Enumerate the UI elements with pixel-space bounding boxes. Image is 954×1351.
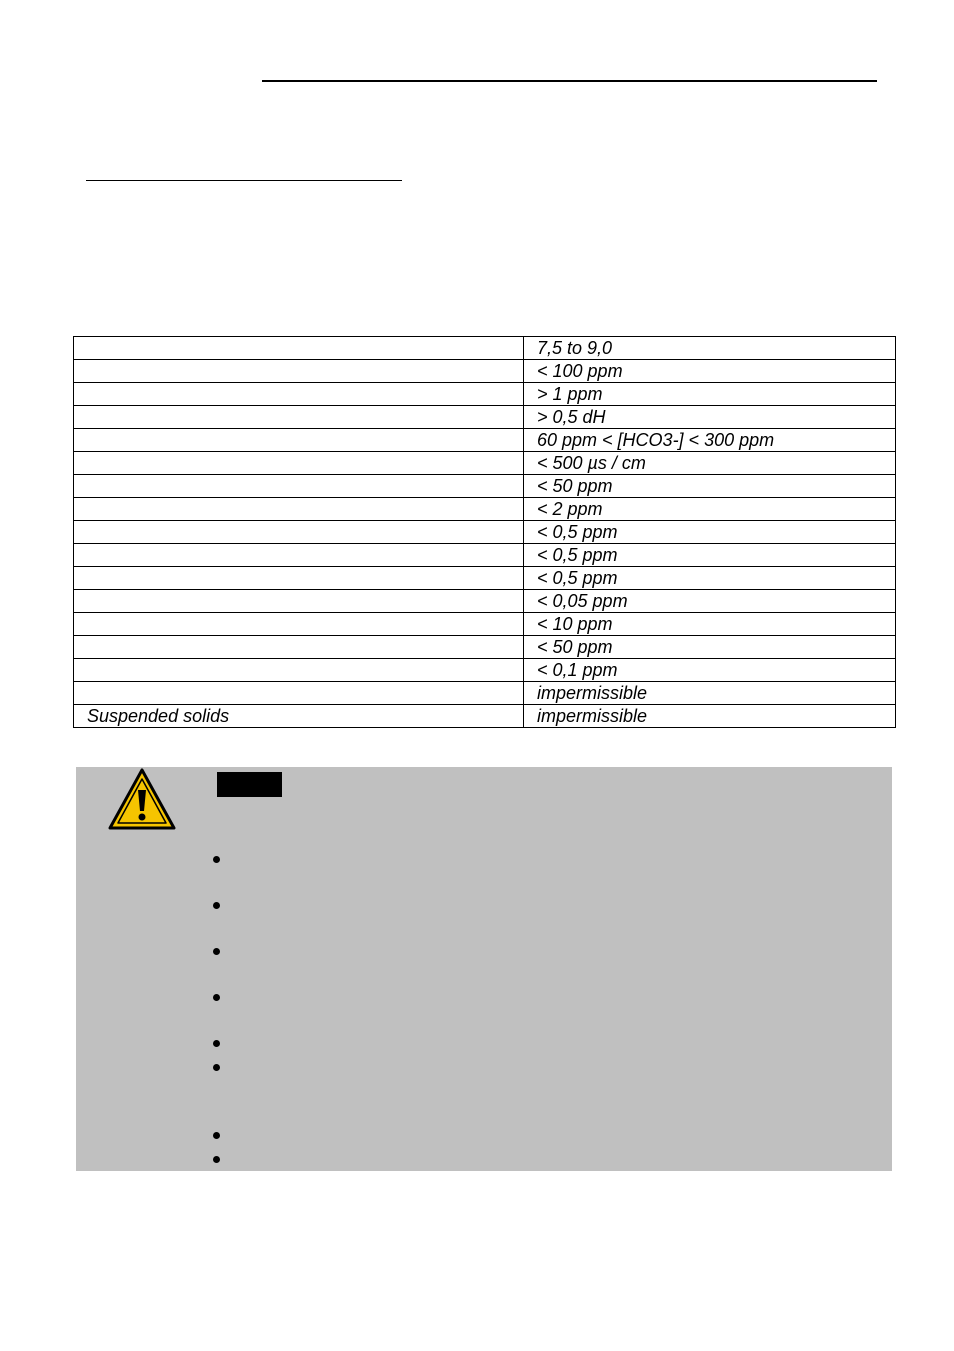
warning-box (76, 767, 892, 1171)
table-row (74, 544, 896, 567)
parameter-cell (74, 682, 524, 705)
parameter-cell: Suspended solids (74, 705, 524, 728)
water-quality-table (73, 336, 896, 728)
warning-label (217, 772, 282, 797)
limit-value-cell: > 1 ppm (524, 383, 896, 406)
parameter-cell (74, 544, 524, 567)
parameter-cell (74, 613, 524, 636)
table-row (74, 429, 896, 452)
bullet (213, 1132, 220, 1139)
limit-value-cell: < 0,05 ppm (524, 590, 896, 613)
limit-value-cell: < 2 ppm (524, 498, 896, 521)
table-row (74, 475, 896, 498)
table-row (74, 498, 896, 521)
limit-value-cell: < 0,1 ppm (524, 659, 896, 682)
limit-value-cell: < 50 ppm (524, 475, 896, 498)
limit-value-cell: < 100 ppm (524, 360, 896, 383)
table-row (74, 636, 896, 659)
limit-value-cell: 7,5 to 9,0 (524, 337, 896, 360)
bullet (213, 1064, 220, 1071)
parameter-cell (74, 636, 524, 659)
bullet (213, 1040, 220, 1047)
parameter-cell (74, 452, 524, 475)
limit-value-cell: < 0,5 ppm (524, 567, 896, 590)
section-heading-rule (86, 180, 402, 181)
limit-value-cell: > 0,5 dH (524, 406, 896, 429)
limit-value-cell: 60 ppm < [HCO3-] < 300 ppm (524, 429, 896, 452)
limit-value-cell: impermissible (524, 705, 896, 728)
parameter-cell (74, 498, 524, 521)
parameter-cell (74, 590, 524, 613)
table-row (74, 337, 896, 360)
parameter-cell (74, 659, 524, 682)
header-rule (262, 80, 877, 82)
bullet (213, 1156, 220, 1163)
table-row (74, 682, 896, 705)
parameter-cell (74, 383, 524, 406)
table-row (74, 590, 896, 613)
table-row (74, 383, 896, 406)
bullet (213, 856, 220, 863)
parameter-cell (74, 337, 524, 360)
limit-value-cell: impermissible (524, 682, 896, 705)
table-row (74, 406, 896, 429)
table-row (74, 521, 896, 544)
parameter-cell (74, 475, 524, 498)
parameter-cell (74, 567, 524, 590)
table-row (74, 452, 896, 475)
table-row (74, 705, 896, 728)
parameter-cell (74, 521, 524, 544)
parameter-cell (74, 406, 524, 429)
table-row (74, 659, 896, 682)
limit-value-cell: < 50 ppm (524, 636, 896, 659)
parameter-cell (74, 429, 524, 452)
limit-value-cell: < 500 µs / cm (524, 452, 896, 475)
table-row (74, 613, 896, 636)
limit-value-cell: < 0,5 ppm (524, 544, 896, 567)
bullet (213, 902, 220, 909)
bullet (213, 948, 220, 955)
parameter-cell (74, 360, 524, 383)
limit-value-cell: < 0,5 ppm (524, 521, 896, 544)
table-row (74, 567, 896, 590)
limit-value-cell: < 10 ppm (524, 613, 896, 636)
bullet (213, 994, 220, 1001)
warning-triangle-icon (107, 767, 177, 831)
table-row (74, 360, 896, 383)
